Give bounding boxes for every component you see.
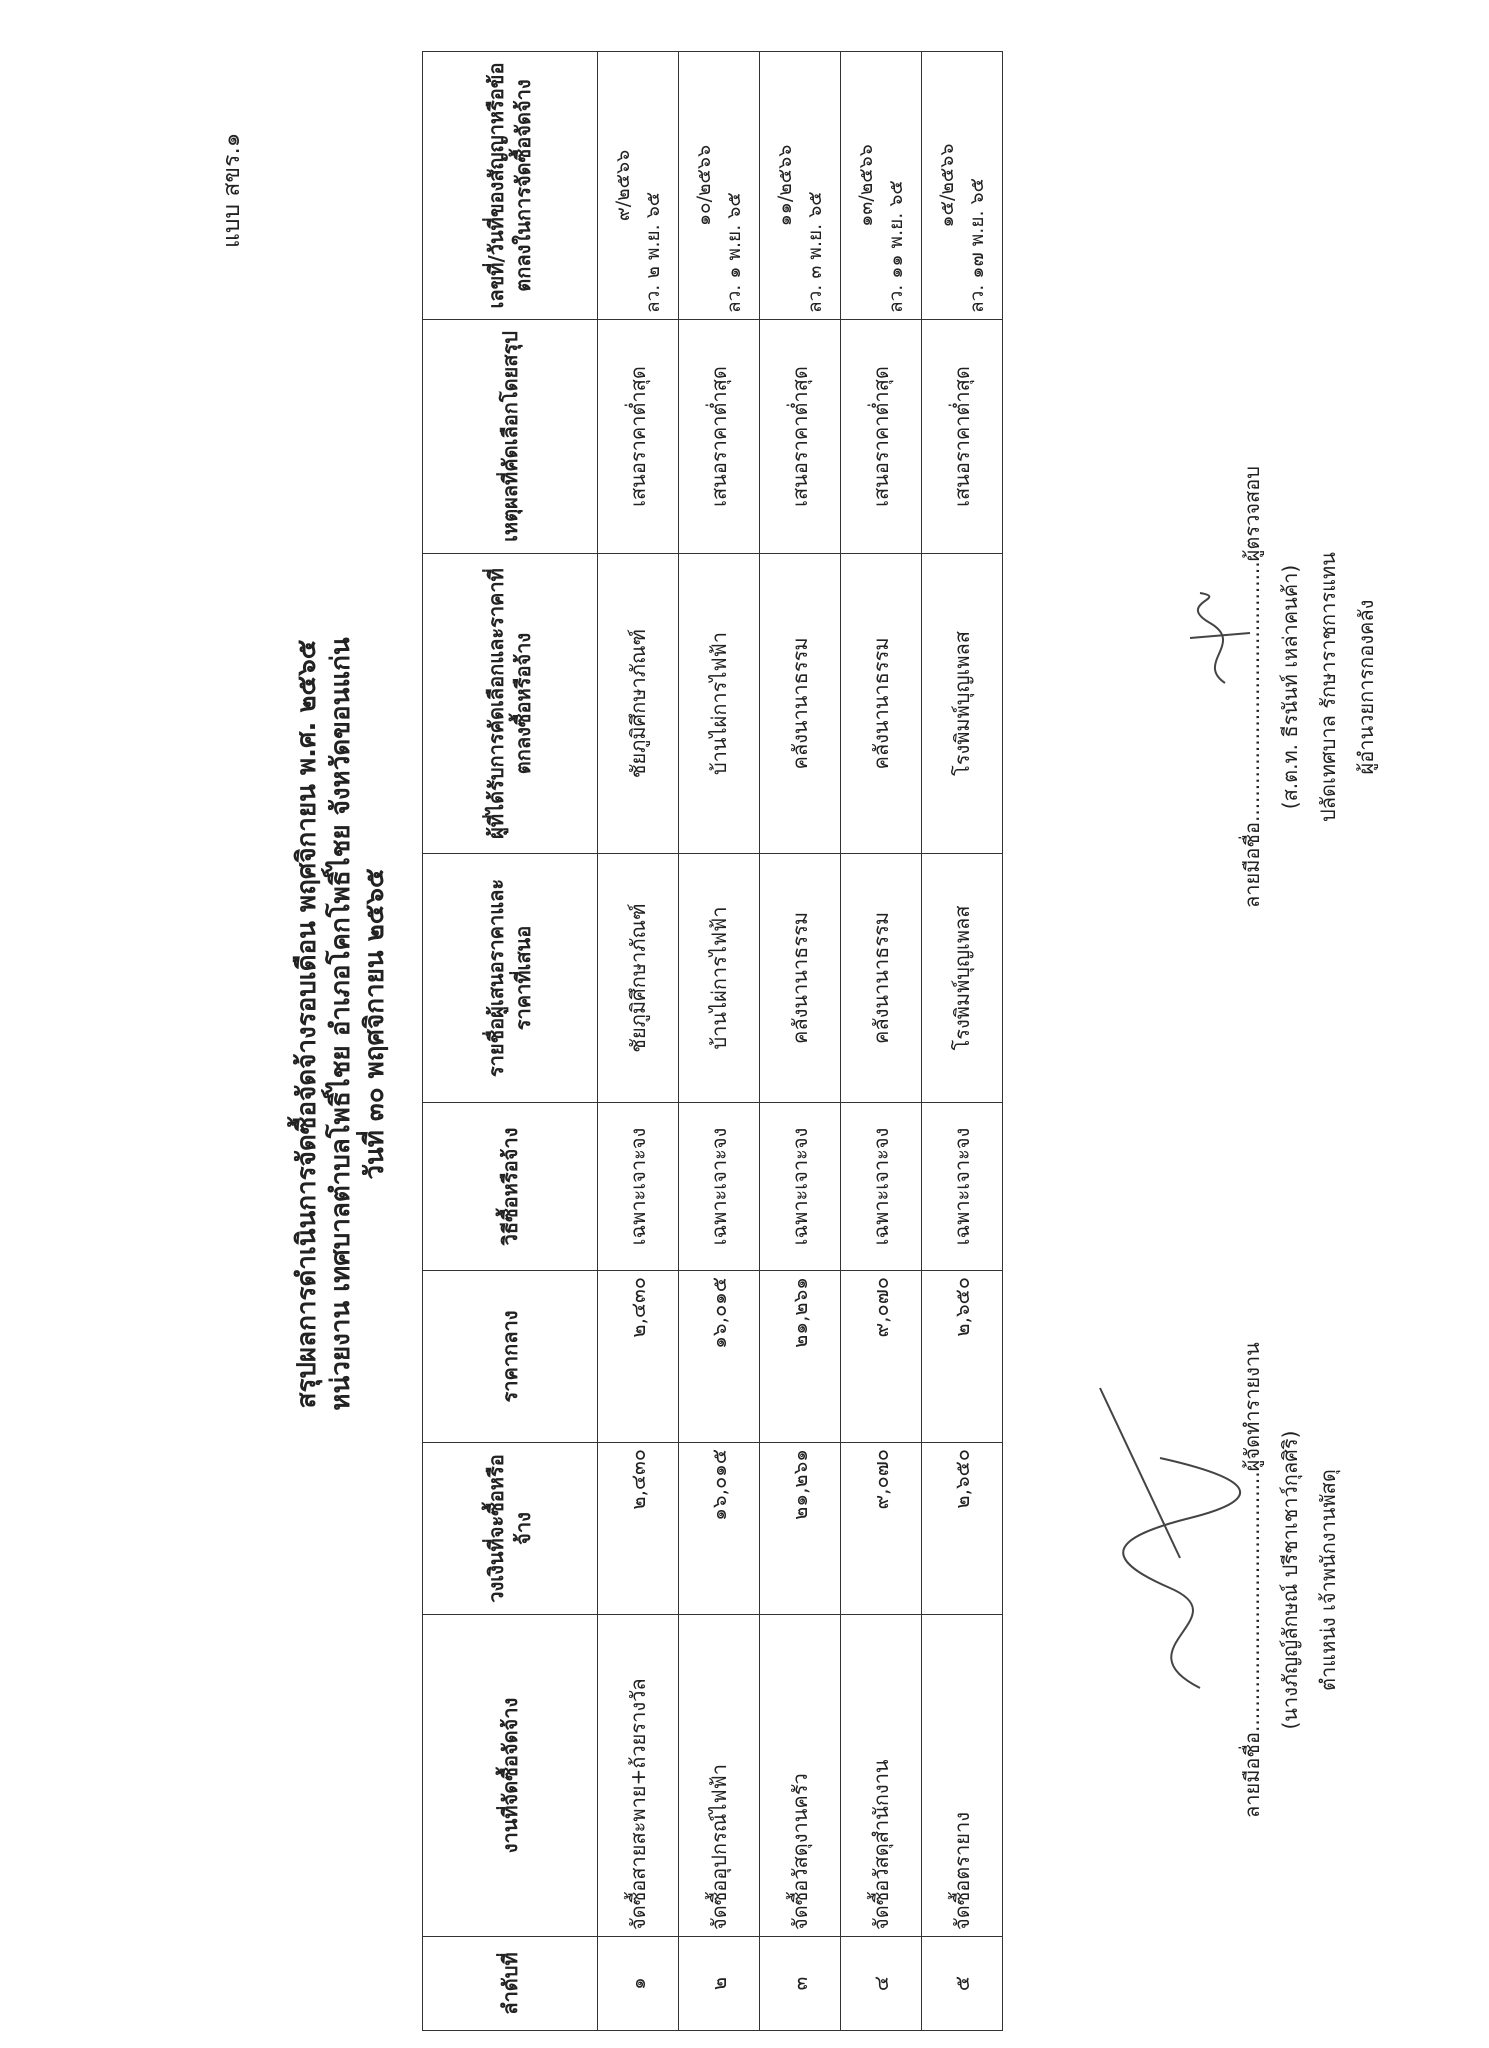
cell-median-price: ๒,๔๓๐ <box>598 1271 679 1443</box>
verifier-signature-block <box>1236 466 1382 908</box>
contract-date: ลว. ๓ พ.ย. ๖๕ <box>804 191 826 313</box>
cell-reason: เสนอราคาต่ำสุด <box>760 320 841 554</box>
cell-median-price: ๙,๐๗๐ <box>841 1271 922 1443</box>
cell-budget: ๒,๖๕๐ <box>922 1443 1003 1615</box>
cell-item: จัดซื้อตรายาง <box>922 1615 1003 1937</box>
form-code: แบบ สขร.๑ <box>219 132 245 248</box>
cell-reason: เสนอราคาต่ำสุด <box>922 320 1003 554</box>
cell-contract-ref <box>841 52 922 320</box>
cell-item: จัดซื้อวัสดุงานครัว <box>760 1615 841 1937</box>
reporter-signature-block <box>1236 1342 1344 1818</box>
cell-reason: เสนอราคาต่ำสุด <box>841 320 922 554</box>
header-no: ลำดับที่ <box>423 1937 598 2031</box>
cell-no: ๒ <box>679 1937 760 2031</box>
cell-bidders: คลังนานาธรรม <box>760 854 841 1103</box>
cell-bidders: ชัยภูมิศึกษาภัณฑ์ <box>598 854 679 1103</box>
header-reason: เหตุผลที่คัดเลือกโดยสรุป <box>423 320 598 554</box>
table-row <box>598 52 679 2031</box>
header-median-price: ราคากลาง <box>423 1271 598 1443</box>
table-row <box>841 52 922 2031</box>
cell-method: เฉพาะเจาะจง <box>679 1103 760 1271</box>
cell-method: เฉพาะเจาะจง <box>598 1103 679 1271</box>
cell-method: เฉพาะเจาะจง <box>760 1103 841 1271</box>
cell-reason: เสนอราคาต่ำสุด <box>598 320 679 554</box>
cell-budget: ๒,๔๓๐ <box>598 1443 679 1615</box>
contract-date: ลว. ๑ พ.ย. ๖๕ <box>723 192 745 313</box>
cell-winner: ชัยภูมิศึกษาภัณฑ์ <box>598 554 679 854</box>
contract-number: ๑๓/๒๕๖๖ <box>855 144 877 227</box>
agency-line: หน่วยงาน เทศบาลตำบลโพธิ์ไชย อำเภอโคกโพธิ์ไชย จังหวัดขอนแก่น <box>326 637 356 1411</box>
cell-contract-ref <box>679 52 760 320</box>
cell-reason: เสนอราคาต่ำสุด <box>679 320 760 554</box>
header-item: งานที่จัดซื้อจัดจ้าง <box>423 1615 598 1937</box>
reporter-position: ตำแหน่ง เจ้าพนักงานพัสดุ <box>1316 1469 1340 1692</box>
cell-contract-ref <box>760 52 841 320</box>
cell-item: จัดซื้ออุปกรณ์ไฟฟ้า <box>679 1615 760 1937</box>
cell-no: ๓ <box>760 1937 841 2031</box>
table-row <box>922 52 1003 2031</box>
table-header-row <box>423 52 598 2031</box>
cell-budget: ๒๑,๒๖๑ <box>760 1443 841 1615</box>
header-contract-ref: เลขที่/วันที่ของสัญญาหรือข้อตกลงในการจัดซื้อจัดจ้าง <box>423 52 598 320</box>
date-line: วันที่ ๓๐ พฤศจิกายน ๒๕๖๕ <box>360 868 390 1180</box>
reporter-signature-line: ลายมือชื่อ.........................................ผู้จัดทำรายงาน <box>1240 1342 1264 1818</box>
cell-winner: คลังนานาธรรม <box>760 554 841 854</box>
cell-bidders: บ้านไผ่การไฟฟ้า <box>679 854 760 1103</box>
contract-number: ๑๐/๒๕๖๖ <box>693 144 715 227</box>
document-title: สรุปผลการดำเนินการจัดซื้อจัดจ้างรอบเดือน พฤศจิกายน พ.ศ. ๒๕๖๕ <box>292 639 322 1409</box>
cell-budget: ๑๖,๐๑๕ <box>679 1443 760 1615</box>
contract-number: ๑๕/๒๕๖๖ <box>936 143 958 228</box>
contract-date: ลว. ๑๗ พ.ย. ๖๕ <box>966 178 988 313</box>
cell-median-price: ๒๑,๒๖๑ <box>760 1271 841 1443</box>
header-bidders: รายชื่อผู้เสนอราคาและราคาที่เสนอ <box>423 854 598 1103</box>
cell-median-price: ๑๖,๐๑๕ <box>679 1271 760 1443</box>
verifier-signature-line: ลายมือชื่อ.........................................ผู้ตรวจสอบ <box>1240 466 1264 908</box>
contract-date: ลว. ๒ พ.ย. ๖๕ <box>642 191 664 313</box>
cell-contract-ref <box>922 52 1003 320</box>
contract-date: ลว. ๑๑ พ.ย. ๖๕ <box>885 180 907 313</box>
cell-item: จัดซื้อวัสดุสำนักงาน <box>841 1615 922 1937</box>
header-method: วิธีซื้อหรือจ้าง <box>423 1103 598 1271</box>
table-row <box>760 52 841 2031</box>
procurement-table <box>422 51 1003 2031</box>
contract-number: ๑๑/๒๕๖๖ <box>774 144 796 227</box>
cell-no: ๔ <box>841 1937 922 2031</box>
cell-winner: คลังนานาธรรม <box>841 554 922 854</box>
cell-winner: บ้านไผ่การไฟฟ้า <box>679 554 760 854</box>
cell-method: เฉพาะเจาะจง <box>922 1103 1003 1271</box>
cell-bidders: คลังนานาธรรม <box>841 854 922 1103</box>
cell-method: เฉพาะเจาะจง <box>841 1103 922 1271</box>
cell-no: ๕ <box>922 1937 1003 2031</box>
verifier-position-2: ผู้อำนวยการกองคลัง <box>1354 599 1378 775</box>
cell-no: ๑ <box>598 1937 679 2031</box>
cell-winner: โรงพิมพ์บุญเพลส <box>922 554 1003 854</box>
cell-contract-ref <box>598 52 679 320</box>
header-budget: วงเงินที่จะซื้อหรือจ้าง <box>423 1443 598 1615</box>
cell-budget: ๙,๐๗๐ <box>841 1443 922 1615</box>
cell-median-price: ๒,๖๕๐ <box>922 1271 1003 1443</box>
cell-item: จัดซื้อสายสะพาย+ถ้วยรางวัล <box>598 1615 679 1937</box>
header-winner: ผู้ที่ได้รับการคัดเลือกและราคาที่ตกลงซื้อหรือจ้าง <box>423 554 598 854</box>
contract-number: ๙/๒๕๖๖ <box>612 149 634 222</box>
table-row <box>679 52 760 2031</box>
cell-bidders: โรงพิมพ์บุญเพลส <box>922 854 1003 1103</box>
verifier-position: ปลัดเทศบาล รักษาราชการแทน <box>1316 552 1340 822</box>
reporter-name: (นางภัญญ์ลักษณ์ ปรีชาเชาว์กุลศิริ) <box>1278 1430 1302 1730</box>
verifier-name: (ส.ต.ท. ธีรนันท์ เหล่าคนค้า) <box>1278 564 1302 810</box>
